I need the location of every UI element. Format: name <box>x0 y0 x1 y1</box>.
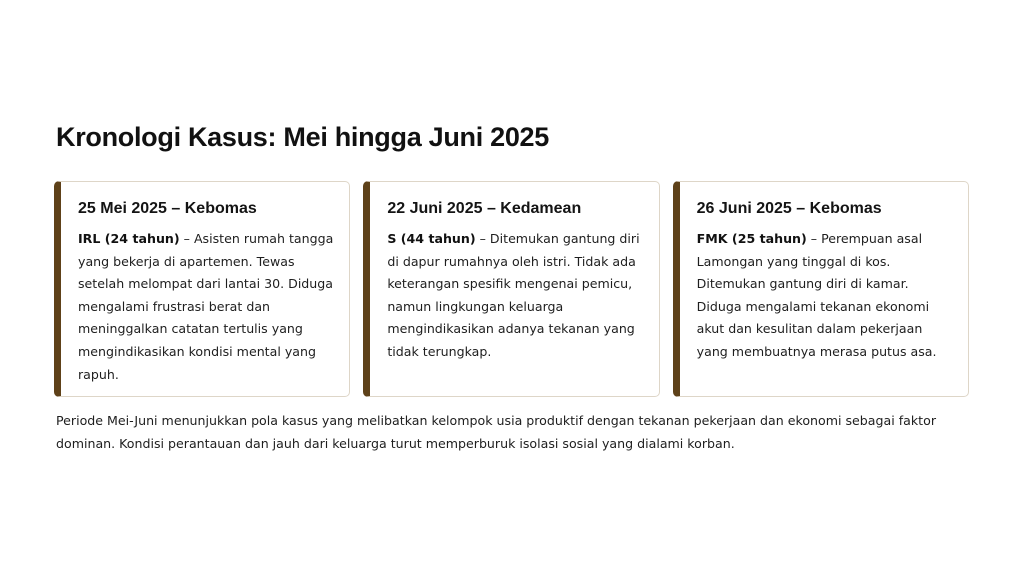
case-subject: FMK (25 tahun) <box>696 231 807 246</box>
summary-paragraph: Periode Mei-Juni menunjukkan pola kasus yang melibatkan kelompok usia produktif dengan tekanan pekerjaan dan ekonomi sebagai faktor dominan. Kondisi perantauan dan jauh dari keluarga turut memperburuk isolasi sosial yang dialami korban. <box>56 413 936 451</box>
case-card-body <box>697 228 954 364</box>
case-card <box>673 181 969 397</box>
case-card <box>363 181 659 397</box>
page-title: Kronologi Kasus: Mei hingga Juni 2025 <box>56 122 549 152</box>
case-description: – Asisten rumah tangga yang bekerja di apartemen. Tewas setelah melompat dari lantai 30. Diduga mengalami frustrasi berat dan meninggalkan catatan tertulis yang mengindikasikan kondisi mental yang rapuh. <box>78 231 334 382</box>
case-subject: S (44 tahun) <box>387 231 476 246</box>
case-card-body <box>78 228 335 386</box>
case-description: – Perempuan asal Lamongan yang tinggal di kos. Ditemukan gantung diri di kamar. Diduga mengalami tekanan ekonomi akut dan kesulitan dalam pekerjaan yang membuatnya merasa putus asa. <box>696 231 937 359</box>
case-subject: IRL (24 tahun) <box>78 231 180 246</box>
case-card-title: 26 Juni 2025 – Kebomas <box>696 200 882 217</box>
case-card-body <box>387 228 644 364</box>
case-description: – Ditemukan gantung diri di dapur rumahnya oleh istri. Tidak ada keterangan spesifik mengenai pemicu, namun lingkungan keluarga mengindikasikan adanya tekanan yang tidak terungkap. <box>387 231 640 359</box>
case-card <box>54 181 350 397</box>
case-timeline <box>54 181 969 397</box>
case-card-title: 25 Mei 2025 – Kebomas <box>78 200 257 217</box>
case-card-title: 22 Juni 2025 – Kedamean <box>387 200 582 217</box>
